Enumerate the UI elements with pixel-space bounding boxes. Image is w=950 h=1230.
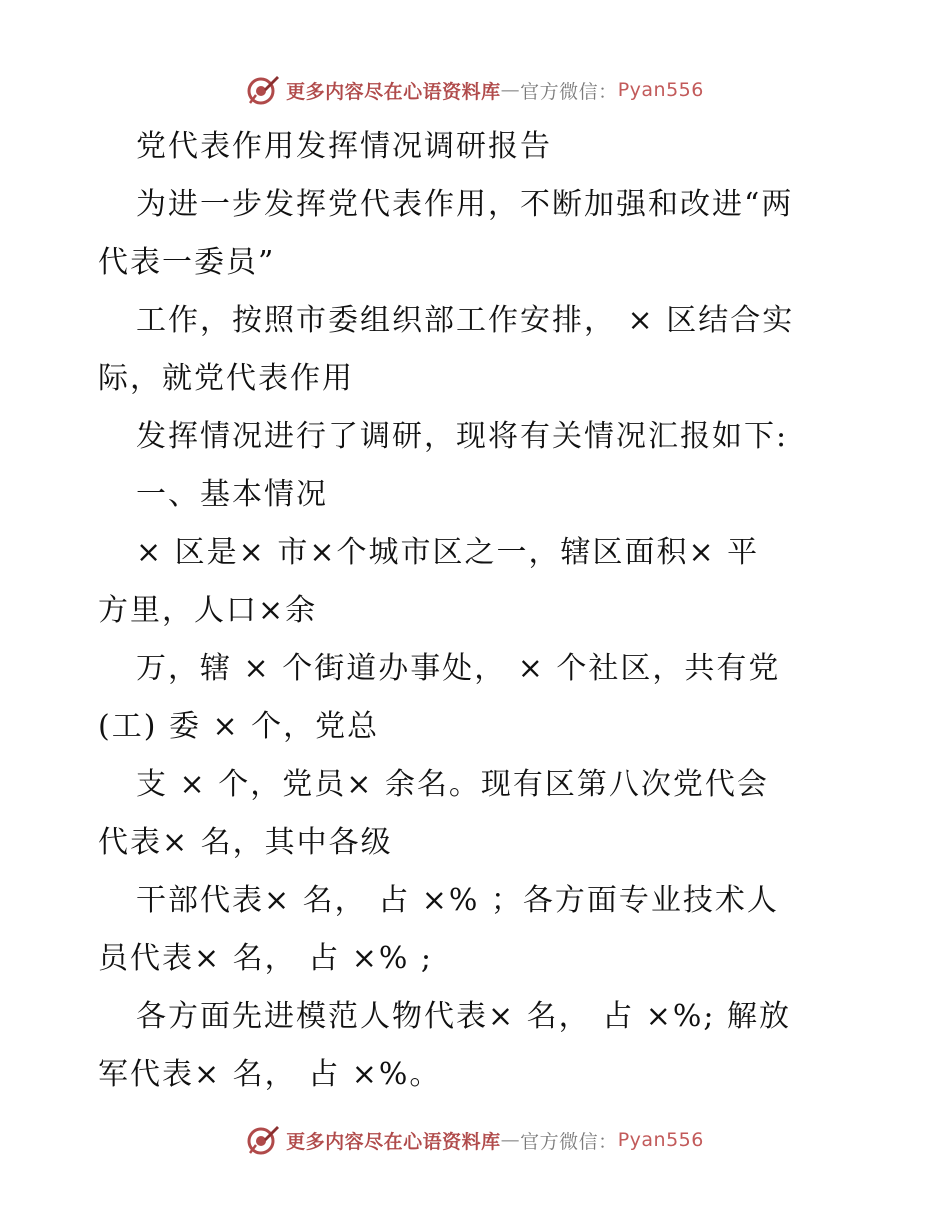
header-watermark <box>0 70 950 110</box>
footer-watermark <box>0 1120 950 1160</box>
document-body <box>98 118 858 1104</box>
paragraph-line: 方里，人口×余 <box>98 593 318 628</box>
paragraph-line: 发挥情况进行了调研，现将有关情况汇报如下: <box>136 419 789 454</box>
watermark-main-text: 更多内容尽在心语资料库 <box>286 1130 501 1153</box>
paragraph-line: × 区是× 市×个城市区之一，辖区面积× 平 <box>136 535 760 570</box>
watermark-label: 官方微信： <box>520 80 618 103</box>
paragraph-line: 工作，按照市委组织部工作安排， × 区结合实 <box>136 303 795 338</box>
section-heading: 一、基本情况 <box>136 477 328 512</box>
paragraph-line: 代表× 名，其中各级 <box>98 825 393 860</box>
pen-logo-icon <box>246 73 280 107</box>
pen-logo-icon <box>246 1123 280 1157</box>
paragraph-line: 代表一委员” <box>98 245 276 280</box>
doc-title: 党代表作用发挥情况调研报告 <box>136 129 552 164</box>
paragraph-line: 万，辖 × 个街道办事处， × 个社区，共有党 <box>136 651 781 686</box>
watermark-main-text: 更多内容尽在心语资料库 <box>286 80 501 103</box>
paragraph-line: 军代表× 名， 占 ×%。 <box>98 1057 442 1092</box>
paragraph-line: 各方面先进模范人物代表× 名， 占 ×%; 解放 <box>136 999 792 1034</box>
paragraph-line: 际，就党代表作用 <box>98 361 354 396</box>
paragraph-line: 支 × 个，党员× 余名。现有区第八次党代会 <box>136 767 769 802</box>
watermark-id: Pyan556 <box>617 1129 704 1151</box>
watermark-dash: — <box>500 1129 521 1151</box>
watermark-dash: — <box>500 79 521 101</box>
watermark-id: Pyan556 <box>617 79 704 101</box>
watermark-label: 官方微信： <box>520 1130 618 1153</box>
paragraph-line: 干部代表× 名， 占 ×% ；各方面专业技术人 <box>136 883 779 918</box>
paragraph-line: 员代表× 名， 占 ×% ; <box>98 941 434 976</box>
paragraph-line: 为进一步发挥党代表作用，不断加强和改进“两 <box>136 187 794 222</box>
paragraph-line: (工) 委 × 个，党总 <box>98 709 380 744</box>
